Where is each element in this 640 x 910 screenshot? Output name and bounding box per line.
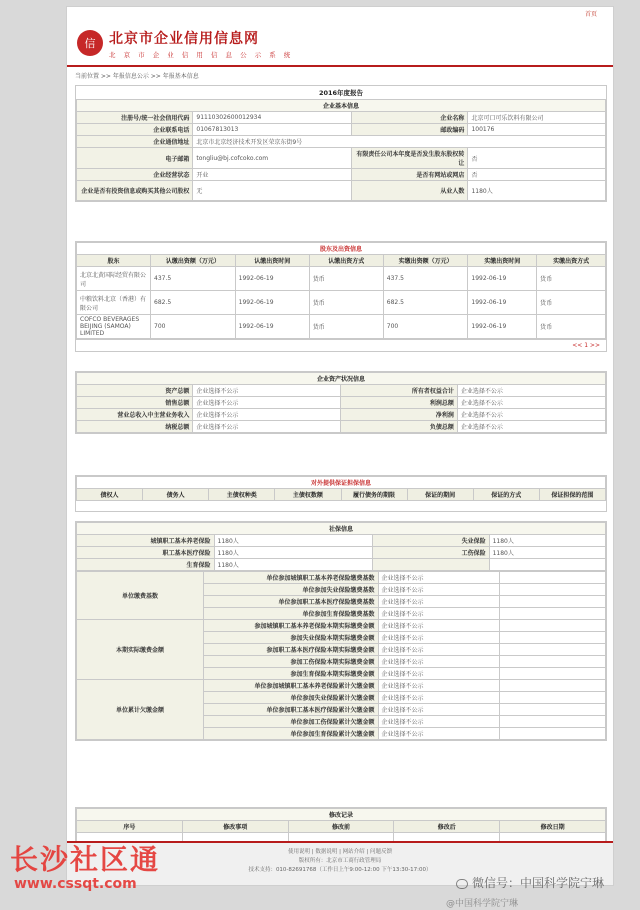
field-value: 企业选择不公示 xyxy=(457,397,605,409)
field-label: 从业人数 xyxy=(352,181,468,201)
field-value: 企业选择不公示 xyxy=(378,572,500,584)
field-value: 企业选择不公示 xyxy=(378,704,500,716)
field-label: 利润总额 xyxy=(341,397,457,409)
field-value: 91110302600012934 xyxy=(193,112,352,124)
site-subtitle: 北 京 市 企 业 信 用 信 息 公 示 系 统 xyxy=(109,50,294,59)
column-header: 主债权数额 xyxy=(275,489,341,501)
table-cell: 437.5 xyxy=(383,267,468,291)
table-row xyxy=(77,421,606,433)
report-page xyxy=(66,6,614,886)
field-value xyxy=(489,559,605,571)
watermark-wechat: 微信号：中国科学院宁琳 xyxy=(456,874,604,891)
field-label: 单位参加城镇职工基本养老保险缴费基数 xyxy=(203,572,378,584)
group-label: 本期实际缴费金额 xyxy=(77,620,204,680)
shareholder-section xyxy=(75,241,607,352)
field-value: 北京可口可乐饮料有限公司 xyxy=(468,112,606,124)
field-value: 无 xyxy=(193,181,352,201)
blank-cell xyxy=(500,680,606,692)
field-label: 纳税总额 xyxy=(77,421,193,433)
wechat-icon xyxy=(456,879,468,889)
field-label: 参加职工基本医疗保险本期实际缴费金额 xyxy=(203,644,378,656)
site-header xyxy=(77,23,597,63)
table-cell: 1992-06-19 xyxy=(468,291,537,315)
report-title: 2016年度报告 xyxy=(76,86,606,99)
assets-table xyxy=(76,372,606,433)
column-header: 债权人 xyxy=(77,489,143,501)
guarantee-section xyxy=(75,475,607,512)
field-label: 单位参加职工基本医疗保险缴费基数 xyxy=(203,596,378,608)
table-cell: 1992-06-19 xyxy=(468,267,537,291)
table-row xyxy=(77,181,606,201)
field-value: 企业选择不公示 xyxy=(378,644,500,656)
field-label: 注册号/统一社会信用代码 xyxy=(77,112,193,124)
table-cell: 货币 xyxy=(537,315,606,339)
field-label: 负债总额 xyxy=(341,421,457,433)
table-cell: 1992-06-19 xyxy=(235,267,309,291)
table-row xyxy=(77,315,606,339)
table-row xyxy=(77,136,606,148)
column-header: 修改后 xyxy=(394,821,500,833)
table-cell: 682.5 xyxy=(151,291,236,315)
table-cell: 1992-06-19 xyxy=(235,291,309,315)
field-label: 生育保险 xyxy=(77,559,215,571)
field-value: 1180人 xyxy=(468,181,606,201)
field-label: 销售总额 xyxy=(77,397,193,409)
table-cell: 700 xyxy=(383,315,468,339)
table-cell: 北京北黄国际经贸有限公司 xyxy=(77,267,151,291)
blank-cell xyxy=(500,584,606,596)
column-header: 认缴出资时间 xyxy=(235,255,309,267)
blank-cell xyxy=(500,668,606,680)
field-label: 参加工伤保险本期实际缴费金额 xyxy=(203,656,378,668)
group-label: 单位缴费基数 xyxy=(77,572,204,620)
table-cell: 中粮饮料北京（香港）有限公司 xyxy=(77,291,151,315)
footer-support: 技术支持：010-82691768（工作日上午9:00-12:00 下午13:30-17:00） xyxy=(248,867,432,873)
table-row xyxy=(77,385,606,397)
field-label: 企业名称 xyxy=(352,112,468,124)
field-value: 企业选择不公示 xyxy=(378,680,500,692)
field-value: 1180人 xyxy=(214,535,373,547)
table-row xyxy=(77,620,606,632)
column-header: 实缴出资方式 xyxy=(537,255,606,267)
field-label: 有限责任公司本年度是否发生股东股权转让 xyxy=(352,148,468,169)
field-value: 企业选择不公示 xyxy=(378,584,500,596)
shareholder-table xyxy=(76,242,606,339)
field-value: 否 xyxy=(468,148,606,169)
header-divider xyxy=(67,65,613,67)
footer-links[interactable]: 使用说明 | 数据说明 | 网站介绍 | 问题反馈 xyxy=(287,849,393,855)
field-value: 企业选择不公示 xyxy=(378,728,500,740)
guarantee-title: 对外提供保证担保信息 xyxy=(77,477,606,489)
field-label: 参加城镇职工基本养老保险本期实际缴费金额 xyxy=(203,620,378,632)
social-payment-table xyxy=(76,571,606,740)
field-label: 净利润 xyxy=(341,409,457,421)
modification-title: 修改记录 xyxy=(77,809,606,821)
field-value: 企业选择不公示 xyxy=(378,620,500,632)
table-row xyxy=(77,535,606,547)
column-header: 债务人 xyxy=(143,489,209,501)
field-label: 邮政编码 xyxy=(352,124,468,136)
field-value: 企业选择不公示 xyxy=(378,596,500,608)
blank-cell xyxy=(500,596,606,608)
field-value: 企业选择不公示 xyxy=(193,421,341,433)
field-label: 失业保险 xyxy=(373,535,489,547)
column-header: 主债权种类 xyxy=(209,489,275,501)
blank-cell xyxy=(500,608,606,620)
table-cell: 货币 xyxy=(537,291,606,315)
table-cell: 货币 xyxy=(309,315,383,339)
basic-info-table xyxy=(76,99,606,201)
table-cell: 货币 xyxy=(537,267,606,291)
table-row xyxy=(77,169,606,181)
table-row xyxy=(77,409,606,421)
blank-cell xyxy=(500,704,606,716)
field-label: 企业通信地址 xyxy=(77,136,193,148)
blank-cell xyxy=(500,728,606,740)
table-cell: 437.5 xyxy=(151,267,236,291)
basic-info-section xyxy=(75,85,607,202)
table-cell: 货币 xyxy=(309,291,383,315)
pagination[interactable]: << 1 >> xyxy=(76,339,606,351)
column-header: 修改事项 xyxy=(182,821,288,833)
field-label: 城镇职工基本养老保险 xyxy=(77,535,215,547)
field-label: 单位参加生育保险累计欠缴金额 xyxy=(203,728,378,740)
blank-cell xyxy=(500,644,606,656)
column-header: 实缴出资额（万元） xyxy=(383,255,468,267)
table-row xyxy=(77,680,606,692)
field-value: 01067813013 xyxy=(193,124,352,136)
guarantee-table xyxy=(76,476,606,501)
table-row xyxy=(77,291,606,315)
field-label: 单位参加城镇职工基本养老保险累计欠缴金额 xyxy=(203,680,378,692)
basic-info-title: 企业基本信息 xyxy=(77,100,606,112)
table-cell: 700 xyxy=(151,315,236,339)
blank-cell xyxy=(500,620,606,632)
field-label: 单位参加失业保险累计欠缴金额 xyxy=(203,692,378,704)
field-value: 企业选择不公示 xyxy=(378,692,500,704)
column-header: 实缴出资时间 xyxy=(468,255,537,267)
field-label: 工伤保险 xyxy=(373,547,489,559)
assets-section xyxy=(75,371,607,434)
field-label: 单位参加生育保险缴费基数 xyxy=(203,608,378,620)
field-value: 1180人 xyxy=(214,547,373,559)
field-value: 企业选择不公示 xyxy=(378,608,500,620)
site-title: 北京市企业信用信息网 xyxy=(109,30,259,47)
field-label: 电子邮箱 xyxy=(77,148,193,169)
field-label: 资产总额 xyxy=(77,385,193,397)
column-header: 认缴出资额（万元） xyxy=(151,255,236,267)
table-row xyxy=(77,112,606,124)
field-label: 企业联系电话 xyxy=(77,124,193,136)
blank-cell xyxy=(500,716,606,728)
field-value: 企业选择不公示 xyxy=(378,656,500,668)
table-row xyxy=(77,124,606,136)
table-cell: COFCO BEVERAGES BEIJING (SAMOA) LIMITED xyxy=(77,315,151,339)
table-row xyxy=(77,267,606,291)
home-link[interactable]: 首页 xyxy=(584,11,597,18)
table-cell: 1992-06-19 xyxy=(468,315,537,339)
field-value: 企业选择不公示 xyxy=(457,409,605,421)
field-value: 企业选择不公示 xyxy=(457,421,605,433)
field-value: 1180人 xyxy=(489,547,605,559)
field-label: 职工基本医疗保险 xyxy=(77,547,215,559)
field-value: 企业选择不公示 xyxy=(378,632,500,644)
column-header: 修改日期 xyxy=(500,821,606,833)
field-value: 企业选择不公示 xyxy=(193,409,341,421)
field-label: 是否有网站或网店 xyxy=(352,169,468,181)
social-top-table xyxy=(76,522,606,571)
social-insurance-section xyxy=(75,521,607,741)
watermark-url: www.cssqt.com xyxy=(14,876,137,892)
field-value: 否 xyxy=(468,169,606,181)
table-row xyxy=(77,397,606,409)
footer-copyright: 版权所有：北京市工商行政管理局 xyxy=(298,858,382,864)
field-label: 单位参加失业保险缴费基数 xyxy=(203,584,378,596)
column-header: 认缴出资方式 xyxy=(309,255,383,267)
column-header: 修改前 xyxy=(288,821,394,833)
field-value: 企业选择不公示 xyxy=(378,668,500,680)
field-value: 企业选择不公示 xyxy=(193,385,341,397)
table-cell: 货币 xyxy=(309,267,383,291)
blank-cell xyxy=(500,632,606,644)
blank-cell xyxy=(500,572,606,584)
logo-icon: 信 xyxy=(77,30,103,56)
field-label: 企业经营状态 xyxy=(77,169,193,181)
field-label: 单位参加职工基本医疗保险累计欠缴金额 xyxy=(203,704,378,716)
field-label: 参加生育保险本期实际缴费金额 xyxy=(203,668,378,680)
field-label: 营业总收入中主营业务收入 xyxy=(77,409,193,421)
table-row xyxy=(77,559,606,571)
column-header: 序号 xyxy=(77,821,183,833)
group-label: 单位累计欠缴金额 xyxy=(77,680,204,740)
watermark-weibo: @中国科学院宁琳 xyxy=(446,899,519,909)
blank-cell xyxy=(500,692,606,704)
blank-cell xyxy=(500,656,606,668)
table-cell: 682.5 xyxy=(383,291,468,315)
shareholder-title: 股东及出资信息 xyxy=(77,243,606,255)
social-title: 社保信息 xyxy=(77,523,606,535)
field-value: 企业选择不公示 xyxy=(193,397,341,409)
field-value: tongliu@bj.cofcoko.com xyxy=(193,148,352,169)
table-row xyxy=(77,148,606,169)
field-value: 企业选择不公示 xyxy=(457,385,605,397)
breadcrumb[interactable]: 当前位置 >> 年报信息公示 >> 年报基本信息 xyxy=(75,73,199,80)
field-value: 1180人 xyxy=(489,535,605,547)
field-value: 开业 xyxy=(193,169,352,181)
watermark-logo-text: 长沙社区通 xyxy=(10,843,161,876)
field-value: 100176 xyxy=(468,124,606,136)
field-label: 单位参加工伤保险累计欠缴金额 xyxy=(203,716,378,728)
column-header: 股东 xyxy=(77,255,151,267)
field-value: 企业选择不公示 xyxy=(378,716,500,728)
assets-title: 企业资产状况信息 xyxy=(77,373,606,385)
table-row xyxy=(77,547,606,559)
table-cell: 1992-06-19 xyxy=(235,315,309,339)
field-value: 北京市北京经济技术开发区荣京东街9号 xyxy=(193,136,606,148)
column-header: 履行债务的期限 xyxy=(341,489,407,501)
field-label: 所有者权益合计 xyxy=(341,385,457,397)
column-header: 保证的方式 xyxy=(473,489,539,501)
table-row xyxy=(77,572,606,584)
field-value: 1180人 xyxy=(214,559,373,571)
column-header: 保证的期间 xyxy=(407,489,473,501)
field-label: 参加失业保险本期实际缴费金额 xyxy=(203,632,378,644)
column-header: 保证担保的范围 xyxy=(539,489,605,501)
field-label: 企业是否有投资信息或购买其他公司股权 xyxy=(77,181,193,201)
field-label xyxy=(373,559,489,571)
